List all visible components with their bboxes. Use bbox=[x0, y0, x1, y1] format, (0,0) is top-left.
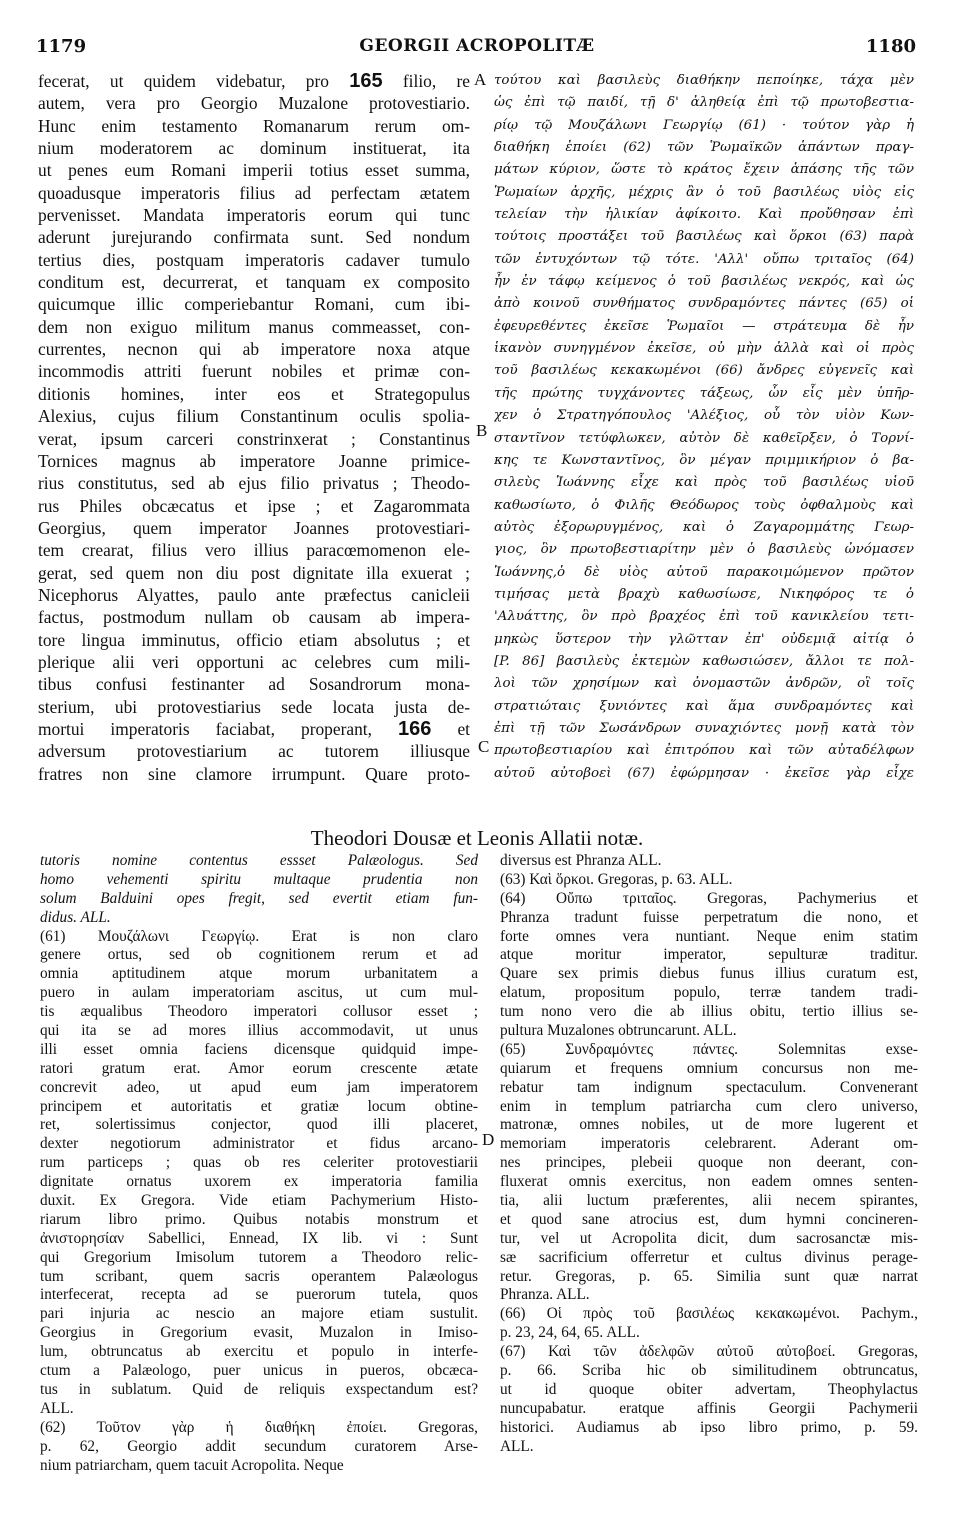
latin-line bbox=[38, 673, 470, 695]
note-line: memoriam imperatoris celebrarent. Aderant om- bbox=[500, 1135, 918, 1153]
greek-line: λοὶ τῶν χρησίμων καὶ ὀνομαστῶν ἀνδρῶν, οἳ τοῖς bbox=[494, 676, 914, 692]
page-number-left: 1179 bbox=[36, 36, 87, 57]
section-number-166: 166 bbox=[398, 717, 432, 740]
note-line: (65) Συνδραμόντες πάντες. Solemnitas exse- bbox=[500, 1040, 918, 1058]
latin-line-text: Nicephorus Alyattes, paulo ante præfectus canicleii bbox=[38, 584, 470, 605]
latin-line-text: pervenisset. Mandata imperatoris eorum qui tunc bbox=[38, 205, 470, 226]
latin-line bbox=[38, 517, 470, 539]
latin-line-tail: filio, re bbox=[402, 71, 470, 91]
note-line: duxit. Ex Gregora. Vide etiam Pachymerium Histo- bbox=[40, 1192, 478, 1210]
greek-line: γιος, ὃν πρωτοβεστιαρίτην μὲν ὁ βασιλεὺς ὠνόμασεν bbox=[494, 542, 914, 558]
latin-line-text: Alexius, cujus filium Constantinum oculis spolia- bbox=[38, 406, 470, 427]
latin-line-text: factus, postmodum nullam ob causam ab impera- bbox=[38, 607, 470, 628]
note-line: pari injuria ac nescio an majore etiam sustulit. bbox=[40, 1305, 478, 1323]
latin-line bbox=[38, 472, 470, 494]
latin-line bbox=[38, 316, 470, 338]
latin-line-text: fecerat, ut quidem videbatur, pro bbox=[38, 71, 329, 91]
note-line: dexter negotiorum administrator et fidus arcano- bbox=[40, 1135, 478, 1153]
note-line: matronæ, omnes nobiles, ut de more lugerent et bbox=[500, 1116, 918, 1134]
note-line: elatum, propositum populo, terræ tandem tradi- bbox=[500, 984, 918, 1002]
note-line: (64) Οὔπω τριταῖος. Gregoras, Pachymerius et bbox=[500, 889, 918, 907]
note-line: (63) Καὶ ὅρκοι. Gregoras, p. 63. ALL. bbox=[500, 870, 733, 888]
latin-line bbox=[38, 92, 470, 114]
note-line: quiarum et frequens omnium concursus non me- bbox=[500, 1059, 918, 1077]
note-line: ratori gratum erat. Amor eorum crescente ætate bbox=[40, 1059, 478, 1077]
greek-line: αὐτοῦ αὐτοβοεὶ (67) ἐφώρμησαν · ἐκεῖσε γὰρ εἶχε bbox=[494, 765, 914, 781]
note-line: didus. ALL. bbox=[40, 908, 111, 926]
greek-line: τούτου καὶ βασιλεὺς διαθήκην πεποίηκε, τάχα μὲν bbox=[494, 73, 914, 88]
greek-line: αὐτὸς ἐξορωρυγμένος, καὶ ὁ Ζαγαρομμάτης Γεωρ- bbox=[494, 519, 914, 535]
note-line: p. 23, 24, 64, 65. ALL. bbox=[500, 1324, 640, 1342]
latin-line bbox=[38, 629, 470, 651]
latin-line bbox=[38, 159, 470, 181]
note-line: (61) Μουζάλωνι Γεωργίῳ. Erat is non claro bbox=[40, 927, 478, 945]
latin-line bbox=[38, 271, 470, 293]
note-line: (62) Τοῦτον γὰρ ἡ διαθήκη ἐποίει. Gregoras, bbox=[40, 1418, 478, 1436]
note-line: homo vehementi spiritu multaque prudentia non bbox=[40, 870, 478, 888]
note-line: forte omnes vera nuntiant. Neque enim statim bbox=[500, 927, 918, 945]
note-line: riarum libro primo. Quibus notabis monstrum et bbox=[40, 1210, 478, 1228]
running-title: GEORGII ACROPOLITÆ bbox=[359, 36, 595, 56]
note-line: ctum a Palæologo, puer unicus in pueros, obcæca- bbox=[40, 1362, 478, 1380]
latin-line bbox=[38, 226, 470, 248]
latin-line-text: dem non exiguo militum manus commeasset, con- bbox=[38, 316, 470, 337]
note-line: p. 66. Scriba hic ob similitudinem obtruncatus, bbox=[500, 1362, 918, 1380]
latin-line-text: rius constitutus, sed ab ejus filio privatus ; Theodo- bbox=[38, 473, 470, 494]
greek-line: ὡς ἐπὶ τῷ παιδί, τῇ δ' ἀληθείᾳ ἐπὶ τῷ πρωτοβεστια- bbox=[494, 95, 914, 111]
greek-line: Ῥωμαίων ἀρχῆς, μέχρις ἂν ὁ τοῦ βασιλέως υἱὸς εἰς bbox=[494, 184, 914, 200]
latin-line bbox=[38, 740, 470, 762]
greek-line: καθωσίωτο, ὁ Φιλῆς Θεόδωρος τοὺς ὀφθαλμοὺς καὶ bbox=[494, 497, 914, 513]
latin-line bbox=[38, 696, 470, 718]
greek-line: τιμήσας μετὰ βραχὺ καθωσίωσε, Νικηφόρος τε ὁ bbox=[494, 586, 914, 602]
note-line: omnia aptitudinem atque morum urbanitatem a bbox=[40, 965, 478, 983]
greek-line: ἀπὸ κοινοῦ συνθήματος συνδραμόντες πάντες (65) οἱ bbox=[494, 296, 914, 312]
greek-line: τῶν ἐντυχόντων τῷ τότε. 'Αλλ' οὔπω τριταῖος (64) bbox=[494, 251, 914, 267]
note-line: Quare sex primis diebus funus illius curatum est, bbox=[500, 965, 918, 983]
note-line: rebatur tam indignum spectaculum. Convenerant bbox=[500, 1078, 918, 1096]
latin-line-text: Tornices magnus ab imperatore Joanne primice- bbox=[38, 450, 470, 471]
greek-line: ἐφευρεθέντες ἐκεῖσε Ῥωμαῖοι — στράτευμα δὲ ἦν bbox=[494, 318, 914, 334]
note-line: lum, obtruncatus ab exercitu et populo in interfe- bbox=[40, 1343, 478, 1361]
note-line: dignitate ornatus uxorem ex imperatoria familia bbox=[40, 1173, 478, 1191]
note-line: principem et autoritatis et gratiæ locum obtine- bbox=[40, 1097, 478, 1115]
note-line: diversus est Phranza ALL. bbox=[500, 852, 662, 869]
note-line: tis æqualibus Theodoro imperatori collusor esset ; bbox=[40, 1003, 478, 1021]
note-line: tutoris nomine contentus essset Palæologus. Sed bbox=[40, 852, 478, 869]
greek-line: χεν ὁ Στρατηγόπουλος 'Αλέξιος, οὗ τὸν υἱὸν Κων- bbox=[494, 408, 914, 424]
greek-line: Ἰωάννης,ὁ δὲ υἱὸς αὐτοῦ παρακοιμώμενον πρῶτον bbox=[494, 564, 914, 580]
latin-line-text: nium moderatorem ac dominum instituerat, ita bbox=[38, 138, 470, 159]
greek-line: τῆς πρώτης τυγχάνοντες τάξεως, ὧν εἷς μὲν ὑπῆρ- bbox=[494, 385, 914, 401]
latin-line bbox=[38, 584, 470, 606]
note-line: illi esset omnia faciens dicensque quidquid impe- bbox=[40, 1040, 478, 1058]
latin-line bbox=[38, 562, 470, 584]
page-number-right: 1180 bbox=[865, 36, 916, 57]
latin-line-text: verat, ipsum carceri constrinxerat ; Constantinus bbox=[38, 428, 470, 449]
greek-line: στρατιώταις ξυνιόντες καὶ ἅμα συνδραμόντες καὶ bbox=[494, 698, 914, 714]
latin-line-text: tore lingua imminutus, officio etiam absolutus ; et bbox=[38, 629, 470, 650]
latin-line bbox=[38, 383, 470, 405]
notes-left-column bbox=[40, 852, 478, 1475]
note-line: sæ sacrificium offerretur et cultus divinus perage- bbox=[500, 1248, 918, 1266]
greek-line: τούτοις προστάξει τοῦ βασιλέως καὶ ὅρκοι (63) παρὰ bbox=[494, 229, 914, 245]
page-header bbox=[0, 36, 954, 64]
greek-line: ρίῳ τῷ Μουζάλωνι Γεωργίῳ (61) · τούτον γὰρ ἡ bbox=[494, 117, 914, 133]
greek-line: πρωτοβεστιαρίου καὶ ἐπιτρόπου καὶ τῶν αὐταδέλφων bbox=[494, 743, 914, 759]
latin-line-text: plerique alii veri opportuni ac celebres cum mili- bbox=[38, 651, 470, 672]
latin-line-text: incommodis attriti fuerunt nobiles et primæ con- bbox=[38, 361, 470, 382]
note-line: ret, solertissimus conjector, quod illi placeret, bbox=[40, 1116, 478, 1134]
note-line: qui ita se ad mores illius accommodavit, ut unus bbox=[40, 1022, 478, 1040]
note-line: historici. Audiamus ab ipso libro primo, p. 59. bbox=[500, 1418, 918, 1436]
greek-line: διαθήκη ἐποίει (62) τῶν Ῥωμαϊκῶν ἁπάντων πραγ- bbox=[494, 140, 914, 156]
latin-line-text: tertius dies, postquam imperatoris cadaver tumulo bbox=[38, 249, 470, 270]
latin-line-text: aderunt jurejurando confirmata sunt. Sed nondum bbox=[38, 227, 470, 248]
greek-line: τοῦ βασιλέως κεκακωμένοι (66) ἄνδρες εὐγενεῖς καὶ bbox=[494, 363, 914, 379]
greek-line: σιλεὺς Ἰωάννης εἶχε καὶ πρὸς τοῦ βασιλέως υἱοῦ bbox=[494, 475, 914, 491]
latin-line bbox=[38, 115, 470, 137]
note-line: ALL. bbox=[500, 1437, 534, 1455]
note-line: pultura Muzalones obtruncarunt. ALL. bbox=[500, 1022, 737, 1040]
latin-line bbox=[38, 450, 470, 472]
note-line: ALL. bbox=[40, 1399, 74, 1417]
latin-line-text: fratres non sine clamore irrumpunt. Quare proto- bbox=[38, 763, 470, 784]
note-line: concrevit adeo, ut apud eum jam imperatorem bbox=[40, 1078, 478, 1096]
latin-line-text: tibus confusi festinanter ad Sosandrorum mona- bbox=[38, 674, 470, 695]
note-line: ἀνιστορησίαν Sabellici, Ennead, IX lib. vi : Sunt bbox=[40, 1229, 478, 1247]
latin-line bbox=[38, 293, 470, 315]
note-line: tus in sublatum. Quid de reliquis exspectandum est? bbox=[40, 1380, 478, 1398]
note-line: tia, alii luctum præferentes, alii necem spirantes, bbox=[500, 1192, 918, 1210]
latin-line bbox=[38, 338, 470, 360]
latin-line bbox=[38, 70, 470, 92]
latin-line bbox=[38, 763, 470, 785]
latin-line bbox=[38, 360, 470, 382]
note-line: nes principes, plebeii quoque non deerant, con- bbox=[500, 1154, 918, 1172]
greek-line: [P. 86] βασιλεὺς ἐκτεμὼν καθωσιώσεν, ἄλλοι τε πολ- bbox=[494, 653, 914, 669]
latin-text-column bbox=[38, 70, 470, 785]
margin-letter-a: A bbox=[474, 70, 487, 89]
latin-line-text: ut penes eum Romani imperii totius esset summa, bbox=[38, 160, 470, 181]
greek-line: τελείαν τὴν ἡλικίαν ἀφίκοιτο. Καὶ προὔθησαν ἐπὶ bbox=[494, 207, 914, 223]
note-line: rum particeps ; quas ob res celeriter protovestiarii bbox=[40, 1154, 478, 1172]
margin-letter-b: B bbox=[476, 421, 488, 440]
note-line: Phranza tradunt fuisse perpetratum die nono, et bbox=[500, 908, 918, 926]
note-line: p. 62, Georgio addit secundum curatorem Arse- bbox=[40, 1437, 478, 1455]
latin-line bbox=[38, 495, 470, 517]
latin-line bbox=[38, 405, 470, 427]
note-line: ut id quoque obiter advertam, Theophylactus bbox=[500, 1380, 918, 1398]
note-line: puero in aulam imperatoriam ascitus, ut cum mul- bbox=[40, 984, 478, 1002]
latin-line-text: ditionis homines, inter eos et Strategopulus bbox=[38, 383, 470, 404]
note-line: retur. Gregoras, p. 65. Similia sunt quæ narrat bbox=[500, 1267, 918, 1285]
note-line: solum Balduini opes fregit, sed evertit etiam fun- bbox=[40, 889, 478, 907]
latin-line bbox=[38, 137, 470, 159]
notes-heading: Theodori Dousæ et Leonis Allatii notæ. bbox=[310, 826, 644, 850]
note-line: Phranza. ALL. bbox=[500, 1286, 590, 1304]
latin-line-text: rus Philes obcæcatus et ipse ; et Zagarommata bbox=[38, 495, 470, 516]
note-line: genere ortus, sed ob cognitionem rerum et ad bbox=[40, 946, 478, 964]
greek-line: μάτων κύριον, ὥστε τὸ κράτος ἔχειν ἁπάσης τῆς τῶν bbox=[494, 162, 914, 178]
latin-line bbox=[38, 428, 470, 450]
latin-line bbox=[38, 204, 470, 226]
greek-line: 'Αλυάττης, ὃν πρὸ βραχέος ἐπὶ τοῦ κανικλείου τετι- bbox=[494, 609, 914, 625]
latin-line bbox=[38, 718, 470, 740]
note-line: et quod sane atrocius est, dum hymni concineren- bbox=[500, 1210, 918, 1228]
latin-line-text: quicumque illic comperiebantur Romani, cum ibi- bbox=[38, 294, 470, 315]
latin-line-text: autem, vera pro Georgio Muzalone protovestiario. bbox=[38, 93, 470, 114]
greek-line: ἦν ἐν τάφῳ κείμενος ὁ τοῦ βασιλέως νεκρός, καὶ ὡς bbox=[494, 274, 914, 290]
section-number-165: 165 bbox=[349, 70, 383, 92]
note-line: (66) Οἱ πρὸς τοῦ βασιλέως κεκακωμένοι. Pachym., bbox=[500, 1305, 918, 1323]
latin-line-text: sterium, ubi protovestiarius sede locata justa de- bbox=[38, 696, 470, 717]
latin-line-text: currentes, necnon qui ab imperatore noxa atque bbox=[38, 339, 470, 360]
greek-line: μηκὼς ὕστερον τὴν γλῶτταν ἐπ' οὐδεμιᾷ αἰτίᾳ ὁ bbox=[494, 631, 914, 647]
latin-line bbox=[38, 249, 470, 271]
margin-letter-d: D bbox=[482, 1130, 495, 1149]
notes-right-column bbox=[500, 852, 918, 1457]
note-line: tum scribant, quem sacris operantem Palæologus bbox=[40, 1267, 478, 1285]
note-line: Georgius in Gregorium evasit, Muzalon in Imiso- bbox=[40, 1324, 478, 1342]
note-line: interfecerat, recepta ad se puerorum tutela, quos bbox=[40, 1286, 478, 1304]
note-line: nuncupabatur. eratque affinis Georgii Pachymerii bbox=[500, 1399, 918, 1417]
note-line: nium patriarcham, quem tacuit Acropolita. Neque bbox=[40, 1456, 344, 1474]
greek-line: ἱκανὸν συνηγμένον ἐκεῖσε, οὐ μὴν ἀλλὰ καὶ οἱ πρὸς bbox=[494, 341, 914, 357]
latin-line-text: mortui imperatoris faciabat, properant, bbox=[38, 718, 372, 739]
latin-line-text: tem crearat, filius vero illius paracœmomenon ele- bbox=[38, 540, 470, 561]
note-line: tum nono vero die ab illius obitu, tertio illius se- bbox=[500, 1003, 918, 1021]
margin-letter-c: C bbox=[478, 737, 490, 756]
latin-line-text: gerat, sed quem non diu post dignitate illa exuerat ; bbox=[38, 562, 470, 583]
greek-line: σταντῖνον τετύφλωκεν, αὐτὸν δὲ καθεῖρξεν, ὁ Τορνί- bbox=[494, 430, 914, 446]
note-line: qui Gregorium Imisolum tutorem a Theodoro relic- bbox=[40, 1248, 478, 1266]
latin-line-text: quoadusque imperatoris filius ad perfectam ætatem bbox=[38, 182, 470, 203]
note-line: enim in templum patriarcha cum clero universo, bbox=[500, 1097, 918, 1115]
latin-line bbox=[38, 539, 470, 561]
greek-text-column bbox=[494, 70, 914, 785]
greek-line: ἐπὶ τῇ τῶν Σωσάνδρων συναχιόντες μονῇ κατὰ τὸν bbox=[494, 720, 914, 736]
greek-line: κης τε Κωνσταντῖνος, ὃν μέγαν πριμμικήριον ὁ βα- bbox=[494, 452, 914, 468]
latin-line-text: Hunc enim testamento Romanarum rerum om- bbox=[38, 115, 470, 136]
latin-line-text: conditum est, decurrerat, et tanquam ex composito bbox=[38, 272, 470, 293]
latin-line-tail: et bbox=[457, 718, 470, 739]
latin-line-text: adversum protovestiarium ac tutorem illiusque bbox=[38, 741, 470, 762]
latin-line bbox=[38, 606, 470, 628]
note-line: fluxerat omnis exercitus, non eadem omnes senten- bbox=[500, 1173, 918, 1191]
note-line: tur, vel ut Acropolita dicit, dum sacrosanctæ mis- bbox=[500, 1229, 918, 1247]
latin-line bbox=[38, 651, 470, 673]
latin-line bbox=[38, 182, 470, 204]
note-line: atque moritur imperator, sepulturæ traditur. bbox=[500, 946, 918, 964]
note-line: (67) Καὶ τῶν ἀδελφῶν αὐτοῦ αὐτοβοεί. Gregoras, bbox=[500, 1343, 918, 1361]
latin-line-text: Georgius, quem imperator Joannes protovestiari- bbox=[38, 517, 470, 538]
